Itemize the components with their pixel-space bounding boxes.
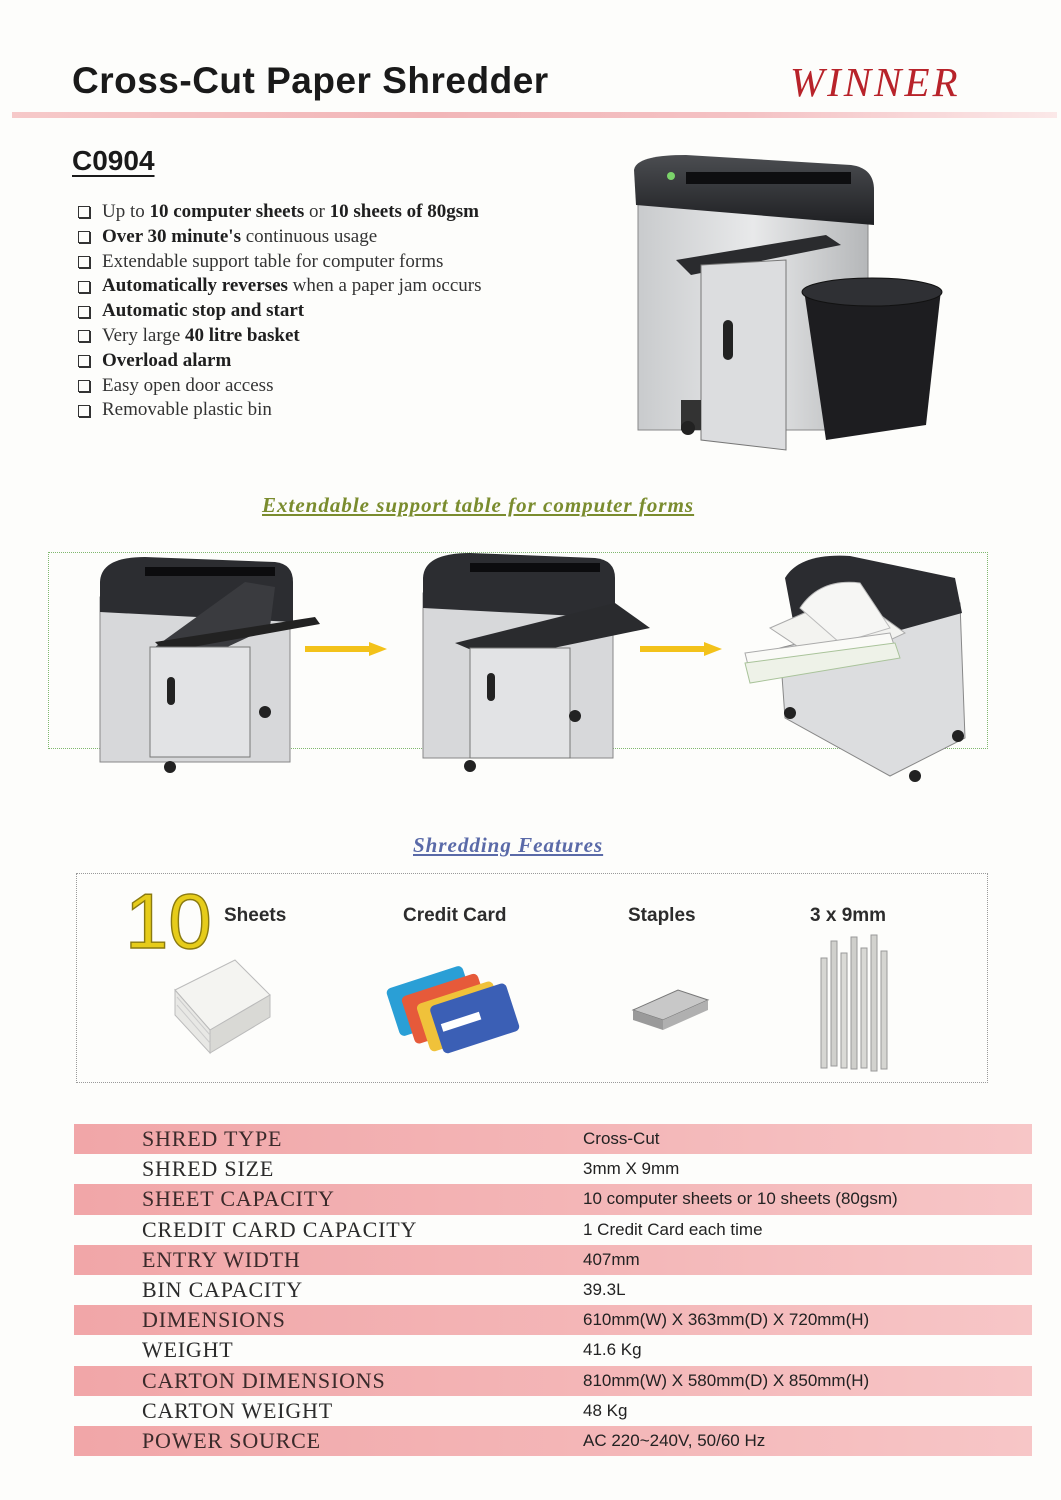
- page-title: Cross-Cut Paper Shredder: [72, 60, 549, 101]
- feature-item: [78, 324, 482, 349]
- staples-label: Staples: [628, 905, 696, 926]
- feature-text: Over 30 minute's: [102, 225, 241, 247]
- feature-text: 40 litre basket: [185, 324, 300, 346]
- shredder-computer-forms-image: [740, 548, 970, 783]
- feature-text: Automatic stop and start: [102, 300, 305, 322]
- feature-text: Removable plastic bin: [102, 399, 272, 421]
- feature-text: 10 computer sheets: [149, 201, 305, 222]
- spec-row: [74, 1245, 1032, 1275]
- feature-text: Up to: [102, 201, 150, 222]
- spec-label: SHRED SIZE: [142, 1156, 275, 1182]
- spec-value: 39.3L: [583, 1280, 626, 1300]
- arrow-right-icon: [305, 642, 387, 656]
- feature-item: [78, 225, 482, 250]
- checkbox-bullet-icon: [78, 380, 90, 392]
- spec-row: [74, 1154, 1032, 1184]
- staples-icon: [628, 985, 713, 1035]
- spec-label: POWER SOURCE: [142, 1427, 321, 1453]
- spec-row: [74, 1305, 1032, 1335]
- feature-text: Extendable support table for computer forms: [102, 250, 444, 272]
- feature-text: Overload alarm: [102, 349, 232, 371]
- spec-label: BIN CAPACITY: [142, 1277, 303, 1303]
- support-table-heading: Extendable support table for computer forms: [262, 493, 695, 517]
- spec-row: [74, 1275, 1032, 1305]
- feature-text: Automatically reverses: [102, 275, 288, 297]
- spec-label: CARTON DIMENSIONS: [142, 1367, 386, 1393]
- spec-label: SHEET CAPACITY: [142, 1186, 335, 1212]
- shredder-extended-tray-image: [415, 548, 655, 776]
- spec-value: 407mm: [583, 1249, 640, 1269]
- shredder-product-image: [626, 150, 971, 460]
- spec-value: 1 Credit Card each time: [583, 1219, 763, 1239]
- feature-item: [78, 398, 482, 423]
- spec-value: Cross-Cut: [583, 1129, 660, 1149]
- checkbox-bullet-icon: [78, 231, 90, 243]
- spec-label: DIMENSIONS: [142, 1307, 286, 1333]
- cut-size-label: 3 x 9mm: [810, 905, 887, 926]
- checkbox-bullet-icon: [78, 330, 90, 342]
- checkbox-bullet-icon: [78, 355, 90, 367]
- feature-text: 10 sheets of 80gsm: [329, 201, 479, 222]
- spec-label: CARTON WEIGHT: [142, 1397, 333, 1423]
- paper-stack-icon: [165, 955, 275, 1055]
- spec-label: SHRED TYPE: [142, 1126, 283, 1152]
- shredder-folded-tray-image: [95, 552, 325, 777]
- spec-row: [74, 1366, 1032, 1396]
- spec-value: 48 Kg: [583, 1400, 628, 1420]
- checkbox-bullet-icon: [78, 281, 90, 293]
- shredding-features-heading: Shredding Features: [413, 833, 604, 857]
- header-rule: [12, 112, 1057, 118]
- spec-row: [74, 1335, 1032, 1365]
- brand-logo: WINNER: [790, 59, 961, 105]
- spec-value: 41.6 Kg: [583, 1340, 642, 1360]
- shredded-strips-icon: [818, 933, 890, 1073]
- feature-text: when a paper jam occurs: [287, 275, 482, 297]
- feature-item: [78, 299, 482, 324]
- spec-label: WEIGHT: [142, 1337, 234, 1363]
- spec-label: ENTRY WIDTH: [142, 1246, 301, 1272]
- feature-item: [78, 200, 482, 225]
- spec-row: [74, 1426, 1032, 1456]
- feature-text: or: [304, 201, 330, 222]
- spec-value: AC 220~240V, 50/60 Hz: [583, 1430, 766, 1450]
- checkbox-bullet-icon: [78, 206, 90, 218]
- feature-item: [78, 250, 482, 275]
- checkbox-bullet-icon: [78, 256, 90, 268]
- checkbox-bullet-icon: [78, 306, 90, 318]
- feature-item: [78, 349, 482, 374]
- feature-list: [78, 200, 482, 423]
- sheets-label: Sheets: [224, 905, 287, 926]
- feature-text: Easy open door access: [102, 374, 274, 396]
- spec-label: CREDIT CARD CAPACITY: [142, 1216, 418, 1242]
- spec-row: [74, 1124, 1032, 1154]
- sheets-number: 10: [125, 877, 212, 965]
- feature-item: [78, 274, 482, 299]
- spec-value: 10 computer sheets or 10 sheets (80gsm): [583, 1189, 898, 1209]
- feature-text: Very large: [102, 324, 186, 346]
- credit-card-icon: [385, 960, 520, 1060]
- feature-text: continuous usage: [240, 225, 378, 247]
- spec-row: [74, 1396, 1032, 1426]
- feature-item: [78, 374, 482, 399]
- spec-value: 3mm X 9mm: [583, 1159, 680, 1179]
- spec-row: [74, 1184, 1032, 1214]
- spec-value: 810mm(W) X 580mm(D) X 850mm(H): [583, 1370, 870, 1390]
- spec-row: [74, 1215, 1032, 1245]
- spec-value: 610mm(W) X 363mm(D) X 720mm(H): [583, 1310, 870, 1330]
- model-number: C0904: [72, 145, 155, 176]
- checkbox-bullet-icon: [78, 405, 90, 417]
- credit-card-label: Credit Card: [403, 905, 507, 926]
- arrow-right-icon: [640, 642, 722, 656]
- spec-table: [74, 1124, 1032, 1456]
